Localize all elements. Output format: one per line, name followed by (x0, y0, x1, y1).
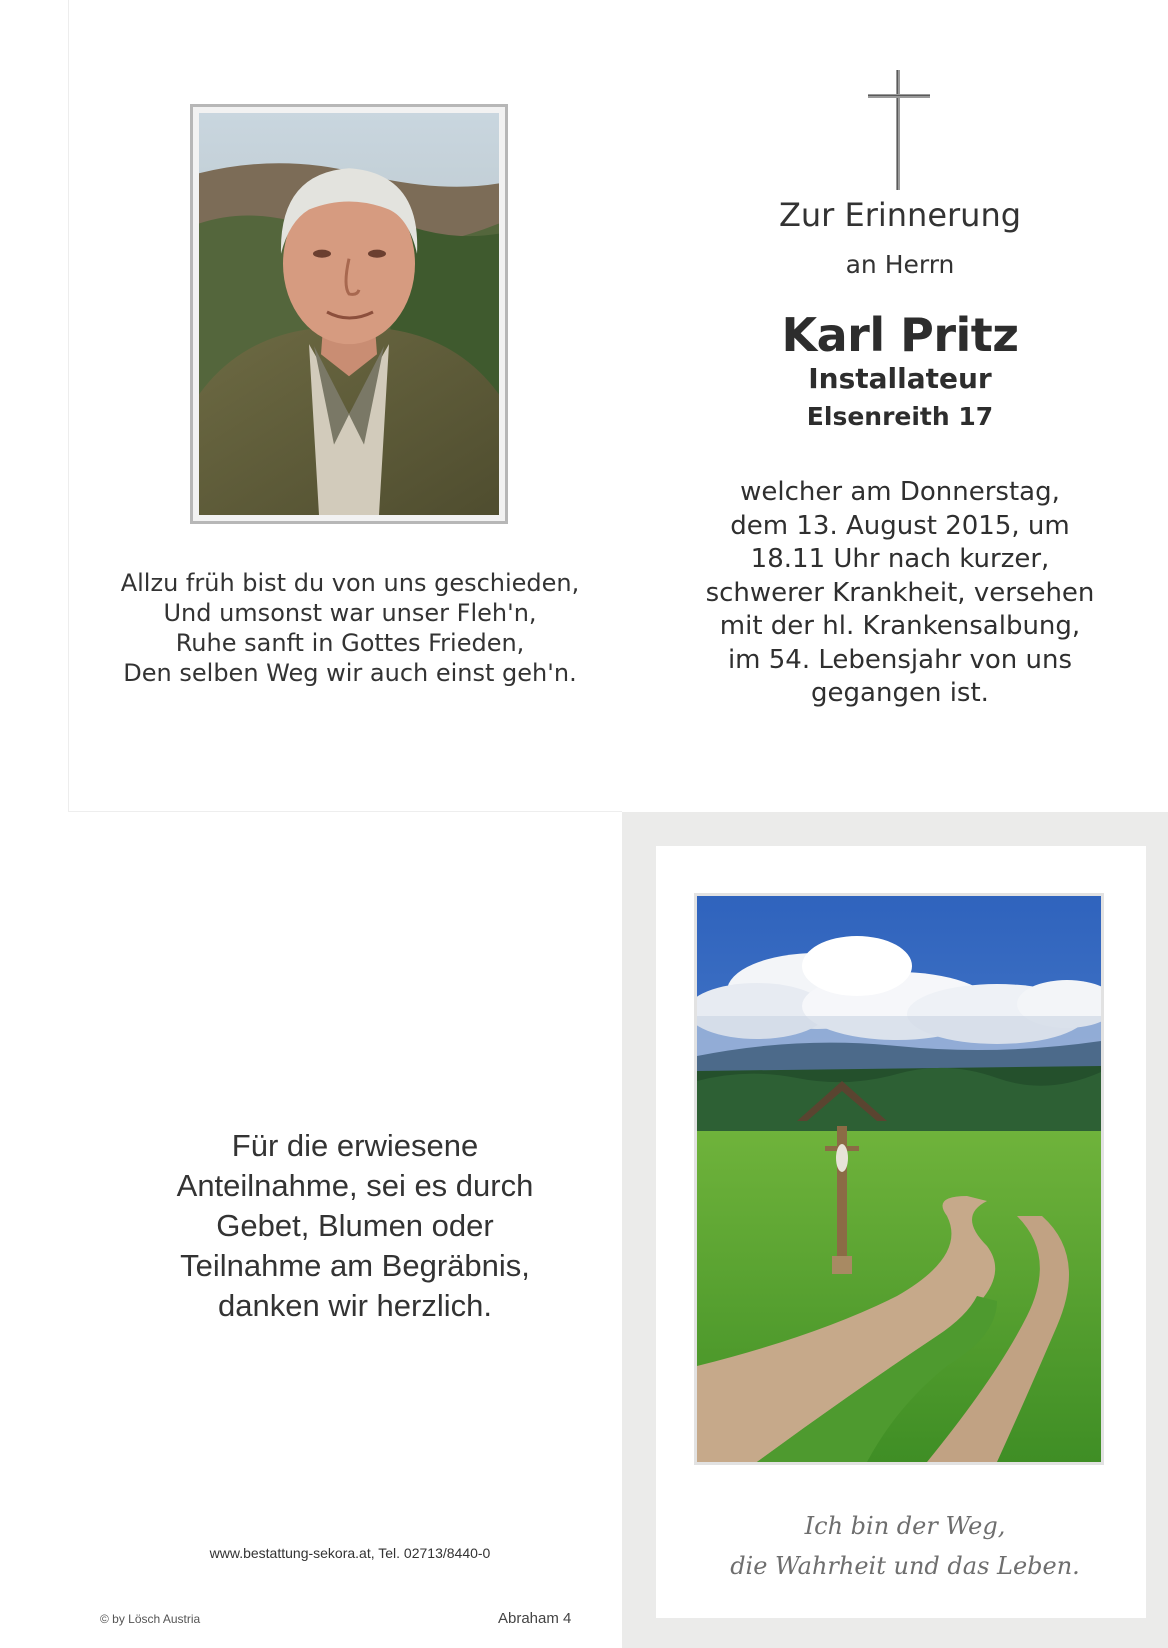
death-announcement (680, 476, 1120, 711)
poem-line: Den selben Weg wir auch einst geh'n. (123, 659, 577, 687)
announcement-line: dem 13. August 2015, um (730, 510, 1070, 541)
fold-line-vertical (68, 0, 69, 812)
poem-line: Ruhe sanft in Gottes Frieden, (175, 629, 525, 657)
poem-line: Und umsonst war unser Fleh'n, (163, 599, 537, 627)
thanks-line: Anteilnahme, sei es durch (176, 1168, 534, 1203)
deceased-name: Karl Pritz (781, 308, 1019, 362)
thanks-line: danken wir herzlich. (218, 1288, 492, 1323)
copyright-notice: © by Lösch Austria (100, 1612, 201, 1626)
announcement-line: im 54. Lebensjahr von uns (727, 644, 1073, 675)
verse-line: die Wahrheit und das Leben. (730, 1552, 1080, 1580)
announcement-line: schwerer Krankheit, versehen (705, 577, 1095, 608)
design-name: Abraham 4 (498, 1610, 572, 1627)
memorial-title: Zur Erinnerung (778, 196, 1022, 234)
announcement-line: mit der hl. Krankensalbung, (719, 611, 1081, 641)
wayside-cross-photo (694, 893, 1104, 1465)
cross-icon (868, 70, 930, 192)
thanks-line: Gebet, Blumen oder (216, 1208, 494, 1243)
poem-line: Allzu früh bist du von uns geschieden, (120, 569, 580, 597)
funeral-home-contact: www.bestattung-sekora.at, Tel. 02713/8440-0 (209, 1545, 491, 1561)
announcement-line: welcher am Donnerstag, (740, 477, 1060, 507)
thanks-line: Teilnahme am Begräbnis, (180, 1248, 530, 1283)
portrait-photo (190, 104, 508, 524)
bible-verse (680, 1506, 1130, 1586)
announcement-line: 18.11 Uhr nach kurzer, (750, 544, 1050, 574)
memorial-poem (90, 568, 610, 688)
fold-line-horizontal (68, 811, 622, 812)
verse-line: Ich bin der Weg, (804, 1512, 1006, 1540)
deceased-address: Elsenreith 17 (806, 402, 994, 431)
announcement-line: gegangen ist. (811, 678, 989, 708)
memorial-subtitle: an Herrn (845, 250, 955, 279)
portrait-illustration (199, 113, 499, 515)
thanks-line: Für die erwiesene (231, 1128, 479, 1163)
landscape-illustration (697, 896, 1101, 1462)
thanks-message (110, 1126, 600, 1326)
deceased-occupation: Installateur (808, 362, 992, 395)
